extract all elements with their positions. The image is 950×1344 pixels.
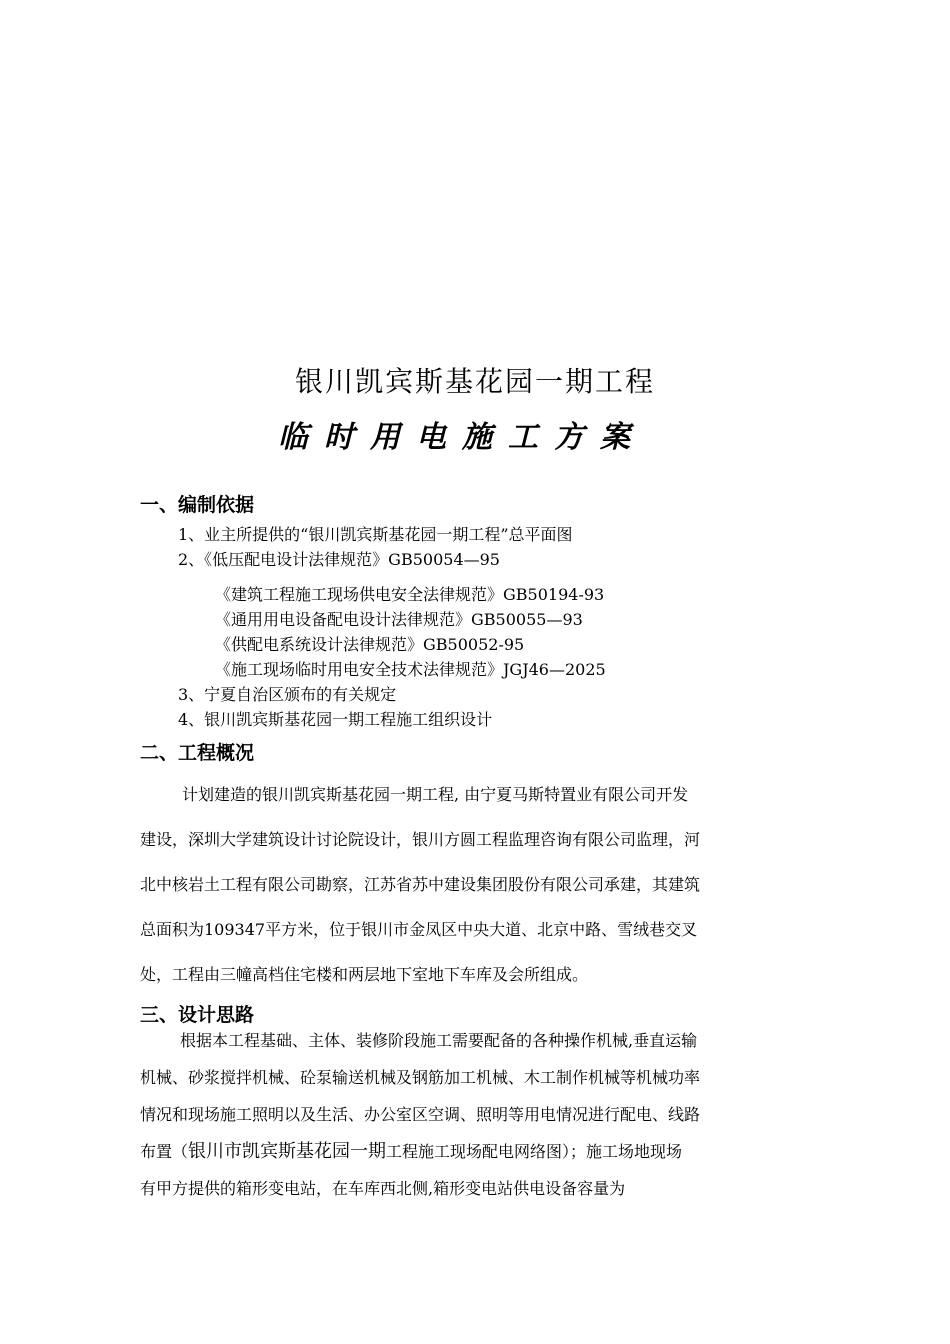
section-heading-design: 三、设计思路 bbox=[140, 1004, 255, 1026]
design-line-4 bbox=[140, 1133, 815, 1170]
document-title: 银川凯宾斯基花园一期工程 bbox=[294, 365, 655, 398]
design-line-5: 有甲方提供的箱形变电站，在车库西北侧,箱形变电站供电设备容量为 bbox=[140, 1179, 626, 1198]
overview-line-5: 处，工程由三幢高档住宅楼和两层地下室地下车库及会所组成。 bbox=[140, 965, 589, 984]
overview-paragraph bbox=[140, 772, 815, 997]
design-line-2: 机械、砂浆搅拌机械、砼泵输送机械及钢筋加工机械、木工制作机械等机械功率 bbox=[140, 1068, 701, 1087]
basis-item-3: 3、宁夏自治区颁布的有关规定 bbox=[178, 685, 397, 704]
overview-line-2: 建设，深圳大学建筑设计讨论院设计，银川方圆工程监理咨询有限公司监理，河 bbox=[140, 830, 701, 849]
design-line-4-suffix: 工程施工现场配电网络图）；施工场地现场 bbox=[386, 1142, 683, 1161]
overview-line-1: 计划建造的银川凯宾斯基花园一期工程, 由宁夏马斯特置业有限公司开发 bbox=[182, 785, 689, 804]
section-heading-basis: 一、编制依据 bbox=[140, 494, 255, 516]
basis-item-2-sub-1: 《建筑工程施工现场供电安全法律规范》GB50194-93 bbox=[215, 585, 605, 604]
design-line-3: 情况和现场施工照明以及生活、办公室区空调、照明等用电情况进行配电、线路 bbox=[140, 1105, 701, 1124]
basis-item-4: 4、银川凯宾斯基花园一期工程施工组织设计 bbox=[178, 710, 493, 729]
section-heading-overview: 二、工程概况 bbox=[140, 742, 255, 764]
design-paragraph bbox=[140, 1022, 815, 1207]
overview-line-4: 总面积为109347平方米，位于银川市金凤区中央大道、北京中路、雪绒巷交叉 bbox=[140, 920, 698, 939]
document-subtitle: 临时用电施工方案 bbox=[278, 420, 646, 455]
design-line-1: 根据本工程基础、主体、装修阶段施工需要配备的各种操作机械,垂直运输 bbox=[180, 1031, 698, 1050]
basis-item-2: 2、《低压配电设计法律规范》GB50054—95 bbox=[178, 550, 500, 569]
basis-item-2-sub-4: 《施工现场临时用电安全技术法律规范》JGJ46—2025 bbox=[215, 660, 606, 679]
basis-item-2-sub-2: 《通用用电设备配电设计法律规范》GB50055—93 bbox=[215, 610, 583, 629]
overview-line-3: 北中核岩土工程有限公司勘察，江苏省苏中建设集团股份有限公司承建，其建筑 bbox=[140, 875, 701, 894]
design-line-4-emphasis: 银川市凯宾斯基花园一期 bbox=[188, 1141, 387, 1162]
basis-item-2-sub-3: 《供配电系统设计法律规范》GB50052-95 bbox=[215, 635, 525, 654]
basis-item-1: 1、业主所提供的“银川凯宾斯基花园一期工程”总平面图 bbox=[178, 525, 573, 544]
design-line-4-prefix: 布置（ bbox=[140, 1142, 189, 1161]
